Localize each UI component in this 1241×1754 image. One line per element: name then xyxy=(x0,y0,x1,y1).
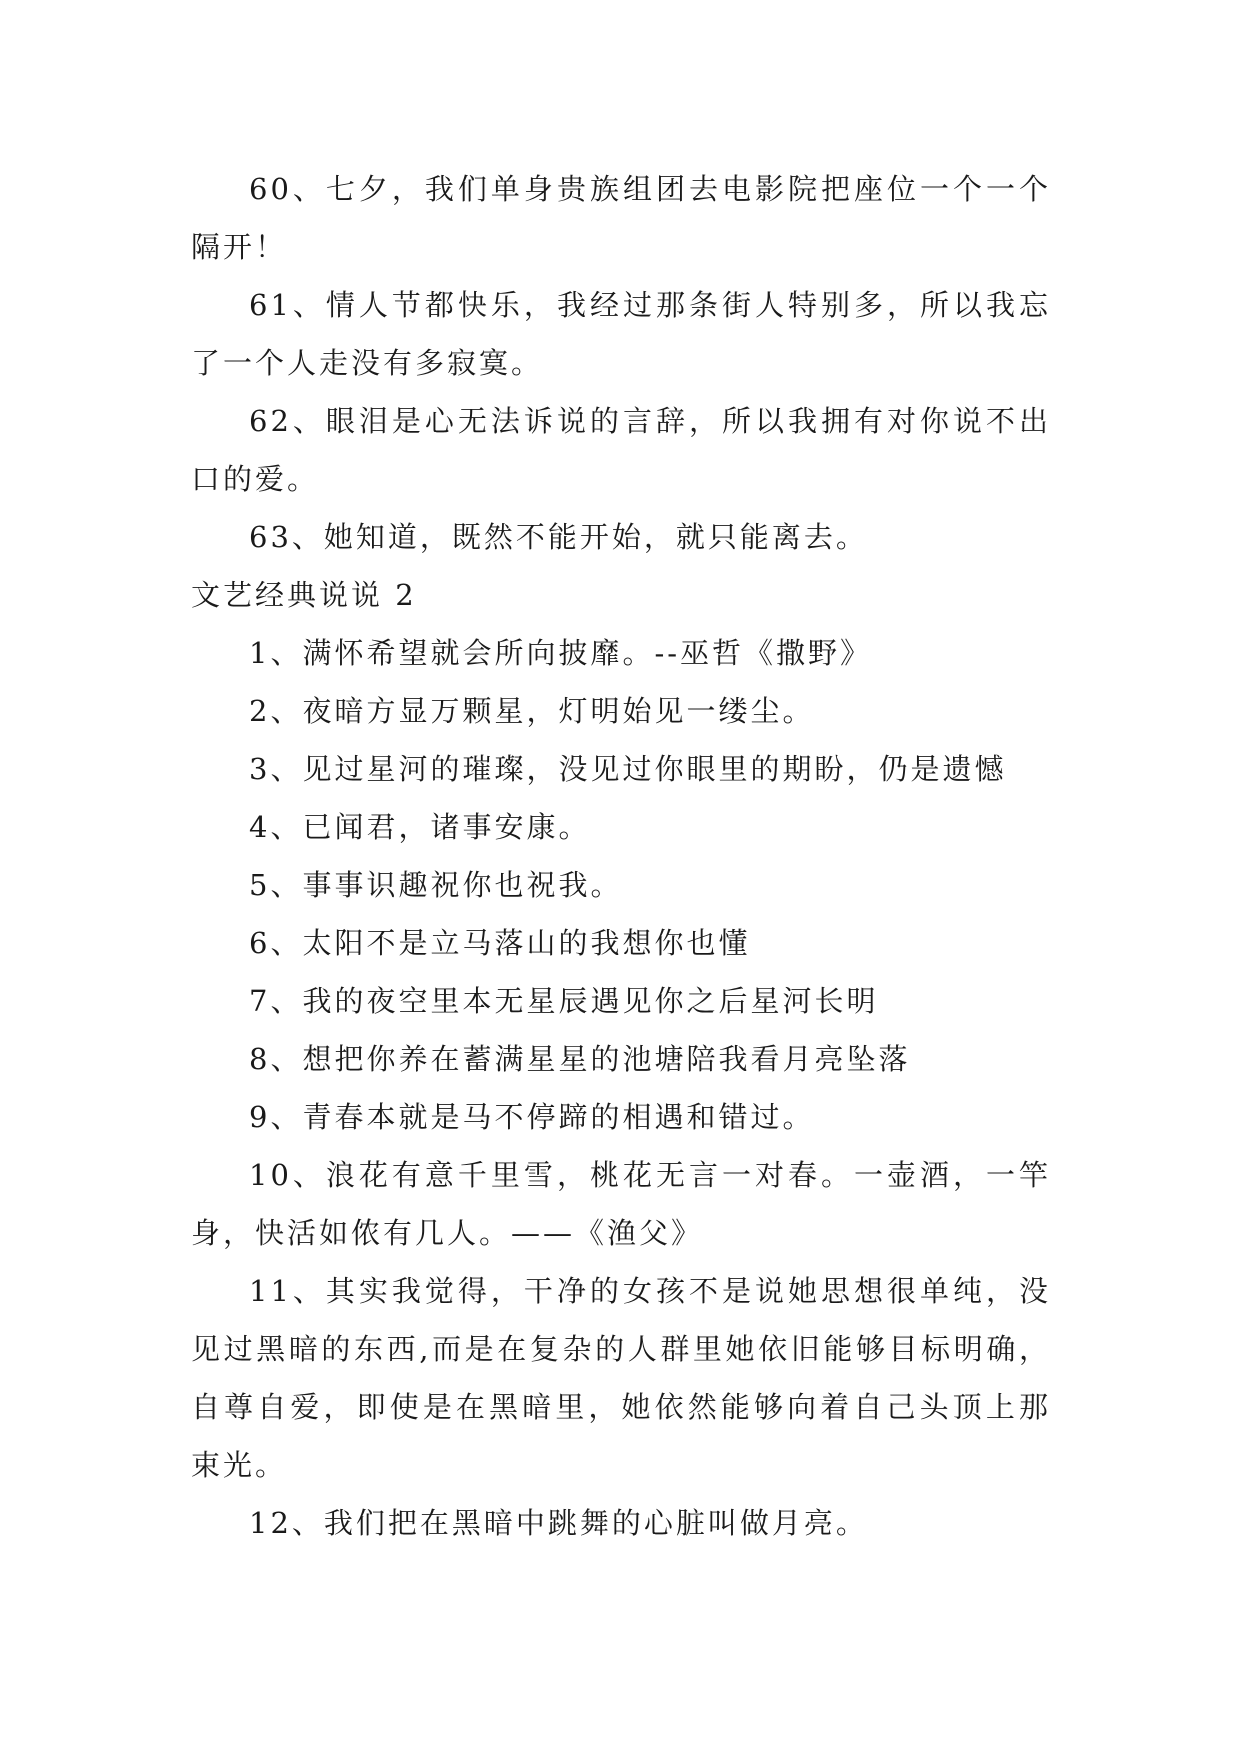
document-body xyxy=(191,160,1051,1552)
paragraph-60: 60、七夕，我们单身贵族组团去电影院把座位一个一个隔开！ xyxy=(191,172,1051,264)
paragraph-5: 5、事事识趣祝你也祝我。 xyxy=(249,868,623,902)
paragraph-61: 61、情人节都快乐，我经过那条街人特别多，所以我忘了一个人走没有多寂寞。 xyxy=(191,288,1051,380)
paragraph-12: 12、我们把在黑暗中跳舞的心脏叫做月亮。 xyxy=(249,1506,868,1540)
paragraph-2: 2、夜暗方显万颗星，灯明始见一缕尘。 xyxy=(249,694,815,728)
paragraph-3: 3、见过星河的璀璨，没见过你眼里的期盼，仍是遗憾 xyxy=(249,752,1007,786)
paragraph-7: 7、我的夜空里本无星辰遇见你之后星河长明 xyxy=(249,984,879,1018)
paragraph-8: 8、想把你养在蓄满星星的池塘陪我看月亮坠落 xyxy=(249,1042,911,1076)
paragraph-9: 9、青春本就是马不停蹄的相遇和错过。 xyxy=(249,1100,815,1134)
paragraph-1: 1、满怀希望就会所向披靡。--巫哲《撒野》 xyxy=(249,636,873,670)
paragraph-63: 63、她知道，既然不能开始，就只能离去。 xyxy=(249,520,868,554)
section-heading: 文艺经典说说 2 xyxy=(191,578,417,612)
paragraph-62: 62、眼泪是心无法诉说的言辞，所以我拥有对你说不出口的爱。 xyxy=(191,404,1051,496)
paragraph-10: 10、浪花有意千里雪，桃花无言一对春。一壶酒，一竿身，快活如侬有几人。——《渔父》 xyxy=(191,1158,1051,1250)
paragraph-4: 4、已闻君，诸事安康。 xyxy=(249,810,591,844)
paragraph-11: 11、其实我觉得，干净的女孩不是说她思想很单纯，没见过黑暗的东西,而是在复杂的人群里她依旧能够目标明确，自尊自爱，即使是在黑暗里，她依然能够向着自己头顶上那束光。 xyxy=(191,1274,1051,1482)
paragraph-6: 6、太阳不是立马落山的我想你也懂 xyxy=(249,926,751,960)
